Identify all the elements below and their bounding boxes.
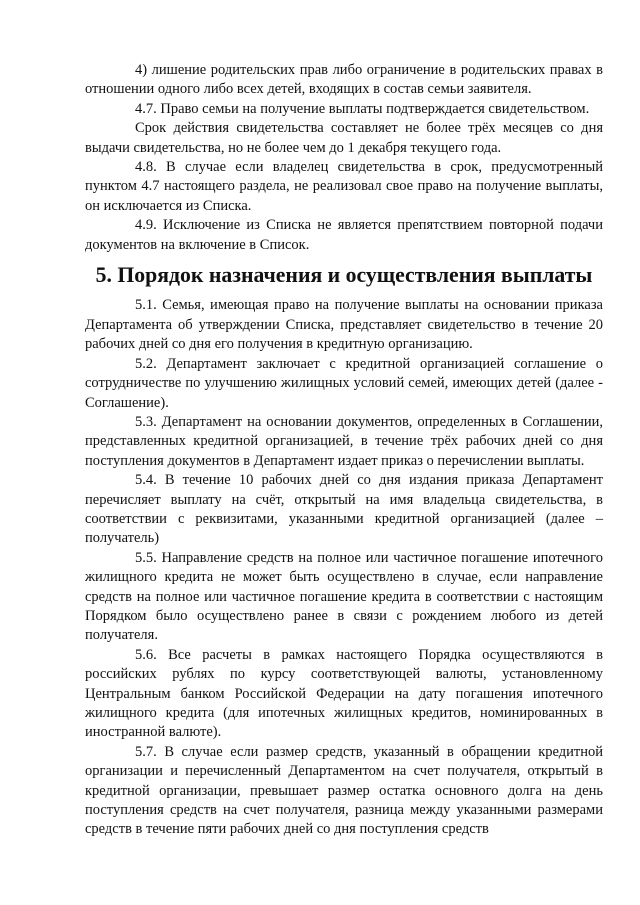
paragraph-4-7: 4.7. Право семьи на получение выплаты подтверждается свидетельством. [135,100,590,117]
paragraph-5-1: 5.1. Семья, имеющая право на получение выплаты на основании приказа Департамента об утверждении Списка, представляет свидетельство в течение 20 рабочих дней со дня его получения в кредитную организацию. [85,297,603,353]
paragraph-5-7: 5.7. В случае если размер средств, указанный в обращении кредитной организации и перечисленный Департаментом на счет получателя, открытый в кредитной организации, превышает размер остатка основного долга на день поступления средств на счет получателя, разница между указанными размерами средств в течение пяти рабочих дней со дня поступления средств [85,743,603,838]
document-page [85,61,603,840]
paragraph-4-8: 4.8. В случае если владелец свидетельства в срок, предусмотренный пунктом 4.7 настоящего раздела, не реализовал свое право на получение выплаты, он исключается из Списка. [85,159,603,214]
paragraph-5-3: 5.3. Департамент на основании документов, определенных в Соглашении, представленных кредитной организацией, в течение трёх рабочих дней со дня поступления документов в Департамент издает приказ о перечислении выплаты. [85,413,603,469]
paragraph-5-6: 5.6. Все расчеты в рамках настоящего Порядка осуществляются в российских рублях по курсу соответствующей валюты, установленному Центральным банком Российской Федерации на дату погашения ипотечного жилищного кредита (для ипотечных жилищных кредитов, номинированных в иностранной валюте). [85,646,603,741]
paragraph-5-4: 5.4. В течение 10 рабочих дней со дня издания приказа Департамент перечисляет выплату на счёт, открытый на имя владельца свидетельства, в соответствии с реквизитами, указанными кредитной организацией (далее – получатель) [85,472,603,547]
paragraph-4-7-validity: Срок действия свидетельства составляет не более трёх месяцев со дня выдачи свидетельства, но не более чем до 1 декабря текущего года. [85,120,603,156]
paragraph-5-5: 5.5. Направление средств на полное или частичное погашение ипотечного жилищного кредита не может быть осуществлено в случае, если направление средств на полное или частичное погашение кредита в соответствии с настоящим Порядком было осуществлено ранее в связи с рождением любого из детей получателя. [85,549,603,644]
paragraph-5-2: 5.2. Департамент заключает с кредитной организацией соглашение о сотрудничестве по улучшению жилищных условий семей, имеющих детей (далее - Соглашение). [85,355,603,411]
paragraph-4-9: 4.9. Исключение из Списка не является препятствием повторной подачи документов на включение в Список. [85,217,603,253]
section-5-heading: 5. Порядок назначения и осуществления выплаты [95,263,593,288]
paragraph-4-6-item-4: 4) лишение родительских прав либо ограничение в родительских правах в отношении одного либо всех детей, входящих в состав семьи заявителя. [85,62,603,98]
